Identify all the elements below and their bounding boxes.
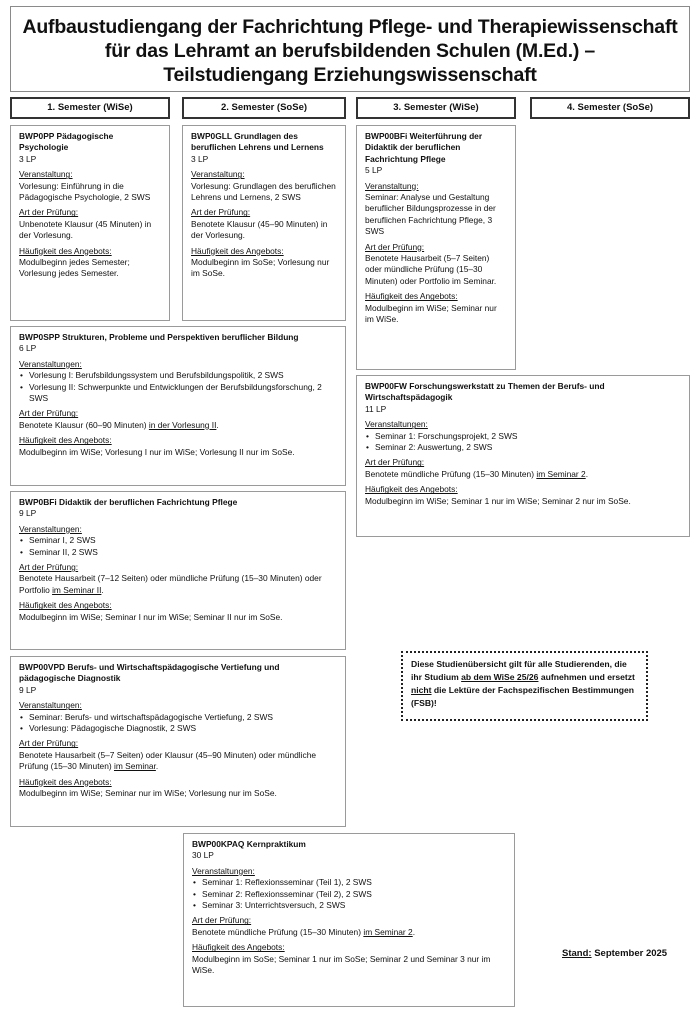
section-heading-haeufigkeit: Häufigkeit des Angebots: (19, 600, 112, 611)
module-exam (19, 420, 219, 430)
module-credits: 3 LP (19, 153, 37, 164)
section-heading-haeufigkeit: Häufigkeit des Angebots: (192, 942, 285, 953)
exam-text: Benotete Hausarbeit (7–12 Seiten) oder mündliche Prüfung (15–30 Minuten) oder Portfolio (19, 573, 322, 595)
module-exam (192, 927, 415, 937)
module-credits: 9 LP (19, 508, 37, 519)
exam-location: im Seminar 2 (363, 926, 413, 937)
notice-box (401, 651, 648, 721)
section-heading-veranstaltungen: Veranstaltungen: (19, 700, 82, 711)
section-heading-pruefung: Art der Prüfung: (19, 738, 79, 749)
notice-emphasis-nicht: nicht (411, 685, 432, 695)
module-title: BWP00BFi Weiterführung der Didaktik der beruflichen Fachrichtung Pflege (365, 131, 483, 164)
exam-text: Benotete mündliche Prüfung (15–30 Minuten) (365, 468, 537, 479)
semester-header-2: 2. Semester (SoSe) (182, 97, 346, 119)
course-item: • Vorlesung: Pädagogische Diagnostik, 2 SWS (19, 723, 337, 734)
exam-suffix: . (216, 419, 219, 430)
section-heading-pruefung: Art der Prüfung: (191, 207, 251, 218)
module-title: BWP00VPD Berufs- und Wirtschaftspädagogische Vertiefung und pädagogische Diagnostik (19, 662, 280, 684)
exam-suffix: . (585, 468, 589, 479)
module-card-bwp00vpd (10, 656, 346, 827)
module-frequency: Modulbeginn im SoSe; Seminar 1 nur im SoSe; Seminar 2 und Seminar 3 nur im WiSe. (192, 953, 491, 976)
section-heading-veranstaltung: Veranstaltung: (365, 180, 419, 191)
module-card-bwp0gll (182, 125, 346, 321)
module-credits: 11 LP (365, 403, 387, 414)
course-list (19, 370, 337, 404)
course-item: • Seminar II, 2 SWS (19, 547, 337, 558)
module-exam: Benotete Klausur (45–90 Minuten) in der Vorlesung. (191, 218, 328, 241)
section-heading-pruefung: Art der Prüfung: (19, 562, 79, 573)
course-list (19, 535, 337, 558)
module-frequency: Modulbeginn im WiSe; Seminar nur im WiSe; Vorlesung nur im SoSe. (19, 788, 277, 799)
module-frequency: Modulbeginn im WiSe; Seminar I nur im WiSe; Seminar II nur im SoSe. (19, 611, 283, 622)
exam-suffix: . (101, 584, 104, 595)
exam-location: im Seminar 2 (536, 468, 586, 479)
course-item: • Vorlesung II: Schwerpunkte und Entwicklungen der Berufsbildungsforschung, 2 SWS (19, 382, 337, 405)
section-heading-haeufigkeit: Häufigkeit des Angebots: (365, 484, 458, 495)
title-line-1: Aufbaustudiengang der Fachrichtung Pflege- und Therapiewissenschaft (22, 16, 678, 38)
module-exam: Benotete Hausarbeit (5–7 Seiten) oder mündliche Prüfung (15–30 Minuten) oder Portfolio im Seminar. (365, 253, 497, 286)
module-exam (365, 469, 588, 479)
module-frequency: Modulbeginn im SoSe; Vorlesung nur im SoSe. (191, 257, 330, 279)
section-heading-pruefung: Art der Prüfung: (192, 915, 252, 926)
section-heading-veranstaltungen: Veranstaltungen: (19, 523, 82, 534)
module-course: Vorlesung: Einführung in die Pädagogische Psychologie, 2 SWS (19, 180, 151, 203)
module-course: Seminar: Analyse und Gestaltung beruflicher Bildungsprozesse in der beruflichen Fachrichtung Pflege, 3 SWS (365, 192, 496, 237)
module-credits: 9 LP (19, 684, 37, 695)
status-date-value: September 2025 (591, 948, 668, 959)
course-item: • Seminar 2: Reflexionsseminar (Teil 2), 2 SWS (192, 889, 506, 900)
notice-text: die Lektüre der Fachspezifischen Bestimmungen (FSB)! (411, 685, 635, 708)
course-list (192, 877, 506, 911)
module-card-bwp00kpaq (183, 833, 515, 1007)
course-list (365, 431, 681, 454)
course-item: • Vorlesung I: Berufsbildungssystem und Berufsbildungspolitik, 2 SWS (19, 370, 337, 381)
notice-emphasis-semester: ab dem WiSe 25/26 (461, 672, 539, 682)
module-exam: Unbenotete Klausur (45 Minuten) in der Vorlesung. (19, 218, 152, 241)
status-date (562, 948, 667, 959)
title-line-2: für das Lehramt an berufsbildenden Schulen (M.Ed.) – (104, 40, 596, 62)
course-item: • Seminar 1: Reflexionsseminar (Teil 1), 2 SWS (192, 877, 506, 888)
section-heading-haeufigkeit: Häufigkeit des Angebots: (19, 245, 112, 256)
course-item: • Seminar 2: Auswertung, 2 SWS (365, 442, 681, 453)
section-heading-pruefung: Art der Prüfung: (365, 457, 425, 468)
course-list (19, 712, 337, 735)
module-card-bwp0pp (10, 125, 170, 321)
module-course: Vorlesung: Grundlagen des beruflichen Lehrens und Lernens, 2 SWS (191, 180, 336, 203)
module-frequency: Modulbeginn im WiSe; Seminar nur im WiSe. (365, 302, 497, 325)
notice-text: aufnehmen und ersetzt (538, 672, 635, 682)
exam-text: Benotete Klausur (60–90 Minuten) (19, 419, 149, 430)
semester-header-3: 3. Semester (WiSe) (356, 97, 516, 119)
module-exam (19, 573, 322, 594)
exam-text: Benotete mündliche Prüfung (15–30 Minuten) (192, 926, 364, 937)
module-card-bwp00bfi (356, 125, 516, 370)
section-heading-veranstaltungen: Veranstaltungen: (365, 419, 428, 430)
course-item: • Seminar I, 2 SWS (19, 535, 337, 546)
module-credits: 5 LP (365, 165, 383, 176)
title-line-3: Teilstudiengang Erziehungswissenschaft (163, 64, 537, 86)
section-heading-veranstaltungen: Veranstaltungen: (19, 358, 82, 369)
module-title: BWP00FW Forschungswerkstatt zu Themen der Berufs- und Wirtschaftspädagogik (365, 381, 605, 403)
section-heading-pruefung: Art der Prüfung: (19, 408, 79, 419)
semester-header-1: 1. Semester (WiSe) (10, 97, 170, 119)
module-title: BWP00KPAQ Kernpraktikum (192, 839, 306, 849)
exam-location: im Seminar (113, 761, 156, 772)
document-title (10, 6, 690, 92)
section-heading-haeufigkeit: Häufigkeit des Angebots: (19, 435, 112, 446)
section-heading-haeufigkeit: Häufigkeit des Angebots: (191, 245, 284, 256)
course-item: • Seminar: Berufs- und wirtschaftspädagogische Vertiefung, 2 SWS (19, 712, 337, 723)
module-frequency: Modulbeginn im WiSe; Vorlesung I nur im WiSe; Vorlesung II nur im SoSe. (19, 446, 295, 457)
section-heading-veranstaltungen: Veranstaltungen: (192, 865, 255, 876)
exam-suffix: . (412, 926, 416, 937)
exam-suffix: . (155, 761, 159, 772)
status-date-label: Stand: (562, 948, 592, 959)
notice-text: Diese Studienübersicht gilt für alle Studierenden, die ihr Studium (411, 659, 627, 682)
module-credits: 6 LP (19, 343, 37, 354)
module-title: BWP0GLL Grundlagen des beruflichen Lehrens und Lernens (191, 131, 324, 153)
section-heading-pruefung: Art der Prüfung: (365, 241, 425, 252)
section-heading-veranstaltung: Veranstaltung: (191, 169, 245, 180)
module-card-bwp00fw (356, 375, 690, 537)
section-heading-haeufigkeit: Häufigkeit des Angebots: (19, 776, 112, 787)
exam-text: Benotete Hausarbeit (5–7 Seiten) oder Klausur (45–90 Minuten) oder mündliche Prüfung (15–30 Minuten) (19, 749, 317, 772)
exam-location: im Seminar II (52, 584, 102, 595)
module-title: BWP0SPP Strukturen, Probleme und Perspektiven beruflicher Bildung (19, 332, 299, 342)
module-title: BWP0BFi Didaktik der beruflichen Fachrichtung Pflege (19, 497, 238, 507)
module-credits: 30 LP (192, 850, 214, 861)
course-item: • Seminar 1: Forschungsprojekt, 2 SWS (365, 431, 681, 442)
module-title: BWP0PP Pädagogische Psychologie (19, 131, 114, 153)
section-heading-haeufigkeit: Häufigkeit des Angebots: (365, 291, 458, 302)
course-item: • Seminar 3: Unterrichtsversuch, 2 SWS (192, 900, 506, 911)
module-card-bwp0bfi (10, 491, 346, 650)
section-heading-pruefung: Art der Prüfung: (19, 207, 79, 218)
semester-header-4: 4. Semester (SoSe) (530, 97, 690, 119)
exam-location: in der Vorlesung II (148, 419, 217, 430)
module-frequency: Modulbeginn im WiSe; Seminar 1 nur im WiSe; Seminar 2 nur im SoSe. (365, 495, 631, 506)
module-exam (19, 750, 316, 771)
section-heading-veranstaltung: Veranstaltung: (19, 169, 73, 180)
module-frequency: Modulbeginn jedes Semester; Vorlesung jedes Semester. (19, 257, 130, 279)
module-credits: 3 LP (191, 153, 209, 164)
module-card-bwp0spp (10, 326, 346, 486)
